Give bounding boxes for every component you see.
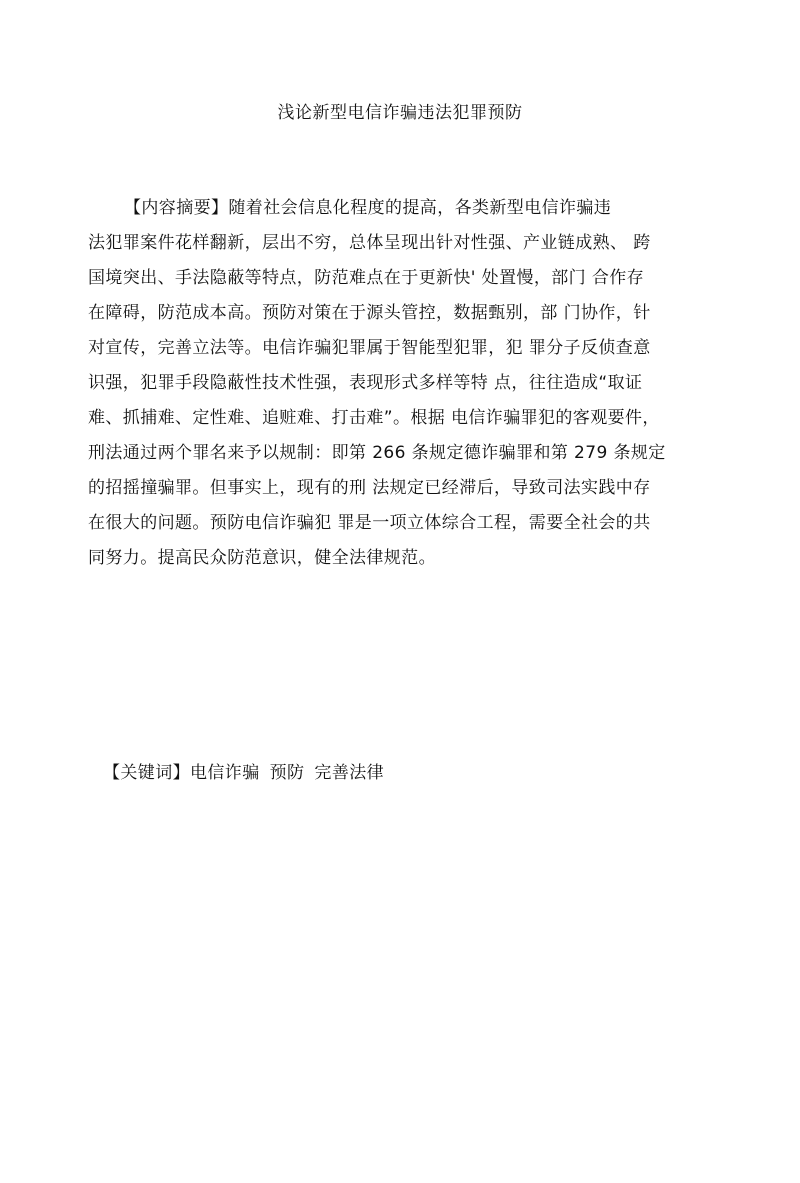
abstract-line: 在很大的问题。预防电信诈骗犯 罪是一项立体综合工程，需要全社会的共 [88,513,651,533]
abstract-line: 识强，犯罪手段隐蔽性技术性强，表现形式多样等特 点，往往造成“取证 [88,373,643,393]
abstract-line: 刑法通过两个罪名来予以规制：即第 266 条规定德诈骗罪和第 279 条规定 [88,443,666,463]
abstract-section [88,191,728,576]
keywords-label: 【关键词】 [103,763,190,783]
abstract-line: 难、抓捕难、定性难、追赃难、打击难”。根据 电信诈骗罪犯的客观要件， [88,408,660,428]
keyword-term: 预防 [269,763,305,783]
abstract-line: 对宣传，完善立法等。电信诈骗犯罪属于智能型犯罪，犯 罪分子反侦查意 [88,338,651,358]
abstract-line: 法犯罪案件花样翻新，层出不穷，总体呈现出针对性强、产业链成熟、 跨 [88,233,651,253]
abstract-line: 国境突出、手法隐蔽等特点，防范难点在于更新快' 处置慢，部门 合作存 [88,268,645,288]
keywords-section [103,760,394,786]
keyword-term: 完善法律 [314,763,385,783]
abstract-text: 随着社会信息化程度的提高，各类新型电信诈骗违 [228,198,612,218]
abstract-line: 同努力。提高民众防范意识，健全法律规范。 [88,548,436,568]
abstract-line: 的招摇撞骗罪。但事实上，现有的刑 法规定已经滞后，导致司法实践中存 [88,478,651,498]
abstract-label: 【内容摘要】 [124,198,229,218]
document-title: 浅论新型电信诈骗违法犯罪预防 [277,103,523,123]
abstract-line: 在障碍，防范成本高。预防对策在于源头管控，数据甄别，部 门协作，针 [88,303,651,323]
abstract-line [88,191,728,226]
keyword-term: 电信诈骗 [190,763,260,783]
